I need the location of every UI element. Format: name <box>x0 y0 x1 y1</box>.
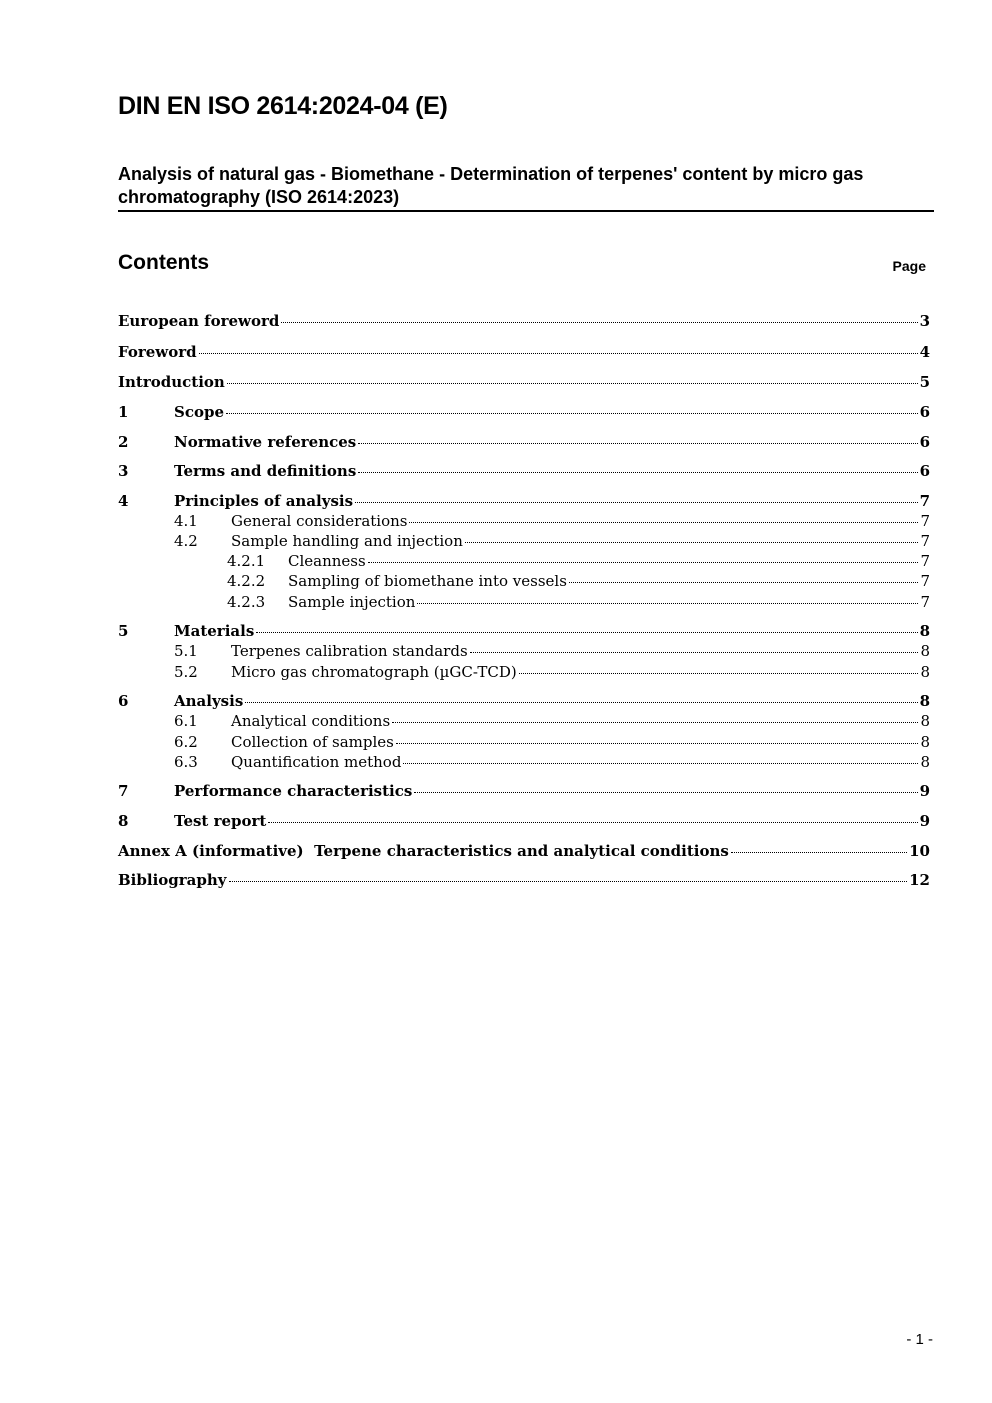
toc-entry-sample-injection[interactable] <box>118 592 930 612</box>
dot-leader <box>229 881 908 882</box>
toc-entry-label: Analysis <box>174 692 244 710</box>
toc-entry-number: 1 <box>118 403 129 421</box>
toc-entry-label: European foreword <box>118 312 280 330</box>
toc-entry-label: Materials <box>174 622 255 640</box>
dot-leader <box>256 632 917 633</box>
toc-entry-page: 8 <box>920 712 930 730</box>
dot-leader <box>396 743 919 744</box>
toc-entry-page: 10 <box>909 842 930 860</box>
toc-entry-page: 6 <box>919 403 930 421</box>
toc-entry-number: 6.2 <box>174 733 198 751</box>
dot-leader <box>268 822 917 823</box>
dot-leader <box>226 413 918 414</box>
toc-entry-general-considerations[interactable] <box>118 511 930 531</box>
toc-entry-page: 9 <box>919 782 930 800</box>
toc-entry-calibration-standards[interactable] <box>118 641 930 661</box>
toc-entry-page: 7 <box>919 492 930 510</box>
toc-entry-european-foreword[interactable] <box>118 311 930 331</box>
toc-entry-test-report[interactable] <box>118 811 930 831</box>
document-id: DIN EN ISO 2614:2024-04 (E) <box>118 92 448 120</box>
document-title: Analysis of natural gas - Biomethane - Determination of terpenes' content by micro gas chromatography (ISO 2614:2023) <box>118 163 934 212</box>
toc-entry-number: 4.2 <box>174 532 198 550</box>
toc-entry-foreword[interactable] <box>118 342 930 362</box>
toc-entry-label: Collection of samples <box>231 733 394 751</box>
toc-entry-page: 7 <box>920 532 930 550</box>
dot-leader <box>403 763 918 764</box>
toc-entry-page: 8 <box>919 692 930 710</box>
toc-entry-page: 7 <box>920 572 930 590</box>
toc-entry-label: Normative references <box>174 433 357 451</box>
toc-entry-collection-of-samples[interactable] <box>118 732 930 752</box>
dot-leader <box>470 652 919 653</box>
toc-entry-analytical-conditions[interactable] <box>118 711 930 731</box>
dot-leader <box>417 603 918 604</box>
dot-leader <box>199 353 918 354</box>
toc-entry-normative-references[interactable] <box>118 432 930 452</box>
toc-entry-page: 4 <box>919 343 930 361</box>
toc-entry-label: Terpenes calibration standards <box>231 642 468 660</box>
dot-leader <box>519 673 919 674</box>
toc-entry-number: 4.2.3 <box>227 593 266 611</box>
page-column-label: Page <box>892 258 926 274</box>
toc-entry-number: 5.2 <box>174 663 198 681</box>
toc-entry-page: 3 <box>919 312 930 330</box>
toc-entry-number: 4.1 <box>174 512 198 530</box>
toc-entry-label: Scope <box>174 403 225 421</box>
page-number: - 1 - <box>906 1331 933 1348</box>
toc-entry-number: 5 <box>118 622 129 640</box>
toc-entry-analysis[interactable] <box>118 691 930 711</box>
dot-leader <box>281 322 917 323</box>
toc-entry-number: 3 <box>118 462 129 480</box>
toc-entry-page: 8 <box>920 753 930 771</box>
toc-entry-sampling-into-vessels[interactable] <box>118 571 930 591</box>
toc-entry-number: 7 <box>118 782 129 800</box>
toc-entry-terms-and-definitions[interactable] <box>118 461 930 481</box>
dot-leader <box>227 383 918 384</box>
toc-entry-materials[interactable] <box>118 621 930 641</box>
toc-entry-label: General considerations <box>231 512 408 530</box>
toc-entry-number: 4 <box>118 492 129 510</box>
dot-leader <box>569 582 919 583</box>
dot-leader <box>414 792 917 793</box>
toc-entry-label: Performance characteristics <box>174 782 413 800</box>
toc-entry-page: 9 <box>919 812 930 830</box>
dot-leader <box>392 722 918 723</box>
toc-entry-performance-characteristics[interactable] <box>118 781 930 801</box>
dot-leader <box>465 542 919 543</box>
dot-leader <box>358 443 917 444</box>
toc-entry-label: Introduction <box>118 373 225 391</box>
toc-entry-label: Quantification method <box>231 753 402 771</box>
toc-entry-label: Foreword <box>118 343 197 361</box>
toc-entry-label: Test report <box>174 812 267 830</box>
toc-entry-number: 4.2.2 <box>227 572 266 590</box>
toc-entry-cleanness[interactable] <box>118 551 930 571</box>
toc-entry-number: 6.3 <box>174 753 198 771</box>
toc-entry-number: 4.2.1 <box>227 552 266 570</box>
toc-entry-annex-a[interactable] <box>118 841 930 861</box>
toc-entry-page: 12 <box>909 871 930 889</box>
dot-leader <box>368 562 919 563</box>
toc-entry-number: 6.1 <box>174 712 198 730</box>
toc-entry-page: 6 <box>919 433 930 451</box>
toc-entry-label: Annex A (informative) Terpene characteristics and analytical conditions <box>118 842 729 860</box>
toc-entry-label: Sample handling and injection <box>231 532 463 550</box>
toc-entry-sample-handling[interactable] <box>118 531 930 551</box>
toc-entry-quantification-method[interactable] <box>118 752 930 772</box>
toc-entry-introduction[interactable] <box>118 372 930 392</box>
toc-entry-page: 7 <box>920 512 930 530</box>
toc-entry-label: Sampling of biomethane into vessels <box>288 572 567 590</box>
toc-entry-page: 6 <box>919 462 930 480</box>
toc-entry-micro-gas-chromatograph[interactable] <box>118 662 930 682</box>
toc-entry-bibliography[interactable] <box>118 870 930 890</box>
toc-entry-number: 2 <box>118 433 129 451</box>
toc-entry-page: 7 <box>920 593 930 611</box>
toc-entry-page: 5 <box>919 373 930 391</box>
toc-entry-label: Principles of analysis <box>174 492 354 510</box>
toc-entry-page: 8 <box>919 622 930 640</box>
toc-entry-label: Analytical conditions <box>231 712 391 730</box>
toc-entry-label: Micro gas chromatograph (µGC-TCD) <box>231 663 517 681</box>
toc-entry-principles-of-analysis[interactable] <box>118 491 930 511</box>
dot-leader <box>245 702 917 703</box>
toc-entry-label: Bibliography <box>118 871 227 889</box>
dot-leader <box>358 472 917 473</box>
toc-entry-page: 8 <box>920 733 930 751</box>
dot-leader <box>355 502 918 503</box>
toc-entry-label: Cleanness <box>288 552 366 570</box>
toc-entry-page: 8 <box>920 663 930 681</box>
toc-entry-number: 5.1 <box>174 642 198 660</box>
contents-heading: Contents <box>118 251 209 274</box>
toc-entry-label: Terms and definitions <box>174 462 357 480</box>
toc-entry-page: 7 <box>920 552 930 570</box>
toc-entry-number: 6 <box>118 692 129 710</box>
toc-entry-scope[interactable] <box>118 402 930 422</box>
toc-entry-number: 8 <box>118 812 129 830</box>
toc-entry-page: 8 <box>920 642 930 660</box>
dot-leader <box>409 522 918 523</box>
toc-entry-label: Sample injection <box>288 593 416 611</box>
dot-leader <box>731 852 907 853</box>
